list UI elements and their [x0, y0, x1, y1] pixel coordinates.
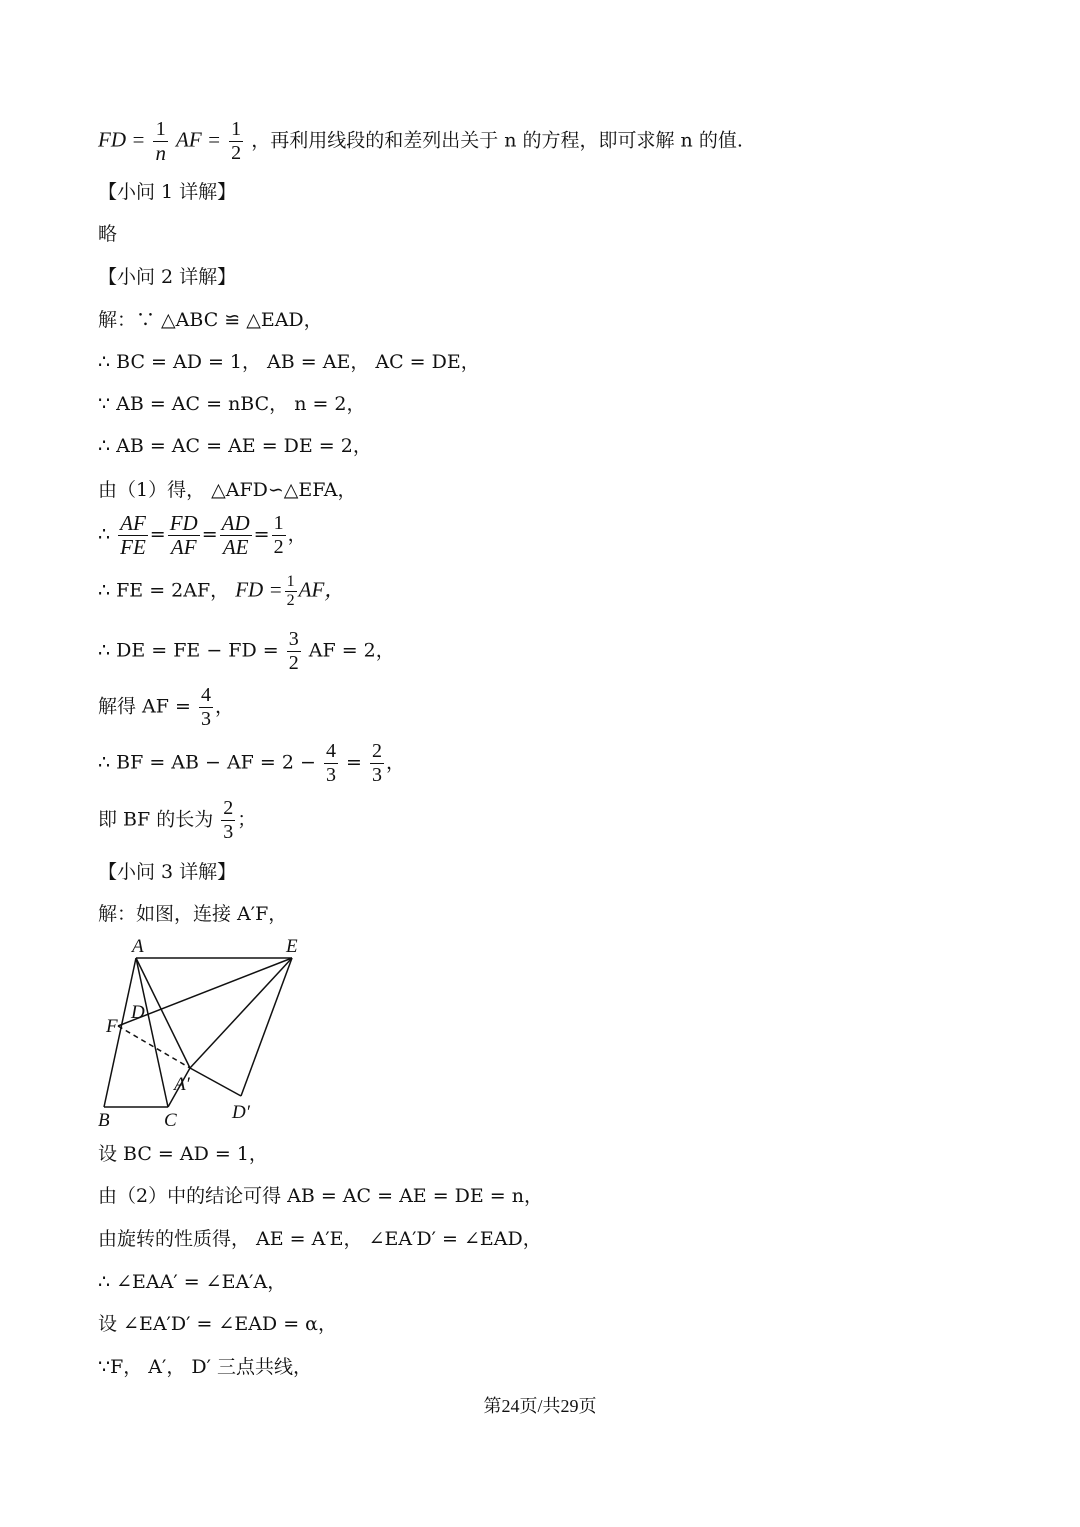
- fraction-4-3-b: $\frac{4}{3}$: [325, 740, 336, 786]
- fraction-1-2-small: $\frac{1}{2}$: [286, 573, 295, 609]
- q1-header: 【小问 1 详解】: [98, 181, 237, 203]
- q3-line-1: 解：如图，连接 A′F，: [98, 903, 288, 925]
- q3-header: 【小问 3 详解】: [98, 861, 237, 883]
- q3-line-2: 设 BC = AD = 1，: [98, 1143, 268, 1165]
- label-b: B: [98, 1110, 110, 1131]
- q3-line-4: 由旋转的性质得， AE = A′E， ∠EA′D′ = ∠EAD，: [98, 1228, 542, 1250]
- label-a-prime: A′: [174, 1074, 190, 1095]
- q2-line-6: ∴ $\frac{AF}{FE}$ = $\frac{FD}{AF}$ = $\frac{AD}{AE}$ = $\frac{1}{2}$ ，: [98, 511, 307, 559]
- expr-fd: FD =: [98, 127, 146, 152]
- q3-line-5: ∴ ∠EAA′ = ∠EA′A，: [98, 1271, 287, 1293]
- q2-line-10: ∴ BF = AB − AF = 2 − $\frac{4}{3}$ = $\frac{2}{3}$ ，: [98, 740, 405, 786]
- q3-line-6: 设 ∠EA′D′ = ∠EAD = α，: [98, 1313, 337, 1335]
- fraction-2-3-b: $\frac{2}{3}$: [223, 797, 234, 843]
- fraction-2-3: $\frac{2}{3}$: [371, 740, 382, 786]
- fraction-1-over-2: $\frac{1}{2}$: [231, 118, 242, 164]
- expr-af: AF =: [176, 127, 222, 152]
- label-d-prime: D′: [232, 1102, 250, 1123]
- q3-line-3: 由（2）中的结论可得 AB = AC = AE = DE = n，: [98, 1185, 543, 1207]
- segment-ac: [136, 958, 168, 1107]
- geometry-figure: [96, 932, 316, 1132]
- fraction-1-2: $\frac{1}{2}$: [273, 512, 284, 558]
- label-e: E: [286, 936, 298, 957]
- line-fd-relation: [98, 118, 743, 165]
- segment-ed-prime: [241, 958, 292, 1096]
- fraction-ad-ae: $\frac{AD}{AE}$: [221, 511, 250, 559]
- fraction-3-2: $\frac{3}{2}$: [288, 628, 299, 674]
- segment-ea-prime: [190, 958, 292, 1068]
- fraction-af-fe: $\frac{AF}{FE}$: [120, 511, 146, 559]
- label-f: F: [106, 1016, 118, 1037]
- q2-line-11: 即 BF 的长为 $\frac{2}{3}$ ；: [98, 797, 257, 843]
- q2-line-5: 由（1）得， △AFD∽△EFA，: [98, 479, 357, 501]
- segment-a-prime-d-prime: [190, 1068, 241, 1096]
- q2-line-8: ∴ DE = FE − FD = $\frac{3}{2}$ AF = 2，: [98, 628, 395, 674]
- q2-line-2: ∴ BC = AD = 1， AB = AE， AC = DE，: [98, 351, 480, 373]
- line-1-text: ，再利用线段的和差列出关于 n 的方程，即可求解 n 的值.: [251, 129, 743, 152]
- label-c: C: [164, 1110, 177, 1131]
- q2-line-1: 解：∵ △ABC ≌ △EAD，: [98, 309, 323, 331]
- fraction-fd-af: $\frac{FD}{AF}$: [169, 511, 198, 559]
- q2-line-7: ∴ FE = 2AF， FD = $\frac{1}{2}$ AF，: [98, 573, 346, 609]
- q2-line-4: ∴ AB = AC = AE = DE = 2，: [98, 435, 372, 457]
- fraction-4-3: $\frac{4}{3}$: [200, 684, 211, 730]
- q2-header: 【小问 2 详解】: [98, 266, 237, 288]
- fraction-1-over-n: $\frac{1}{n}$: [155, 118, 166, 165]
- page-footer: 第24页/共29页: [483, 1396, 597, 1416]
- q3-line-7: ∵F， A′， D′ 三点共线，: [98, 1356, 312, 1378]
- label-a: A: [132, 936, 144, 957]
- q2-line-3: ∵ AB = AC = nBC， n = 2，: [98, 393, 366, 415]
- q1-body: 略: [98, 223, 118, 245]
- q2-line-9: 解得 AF = $\frac{4}{3}$ ，: [98, 684, 234, 730]
- label-d: D: [131, 1002, 145, 1023]
